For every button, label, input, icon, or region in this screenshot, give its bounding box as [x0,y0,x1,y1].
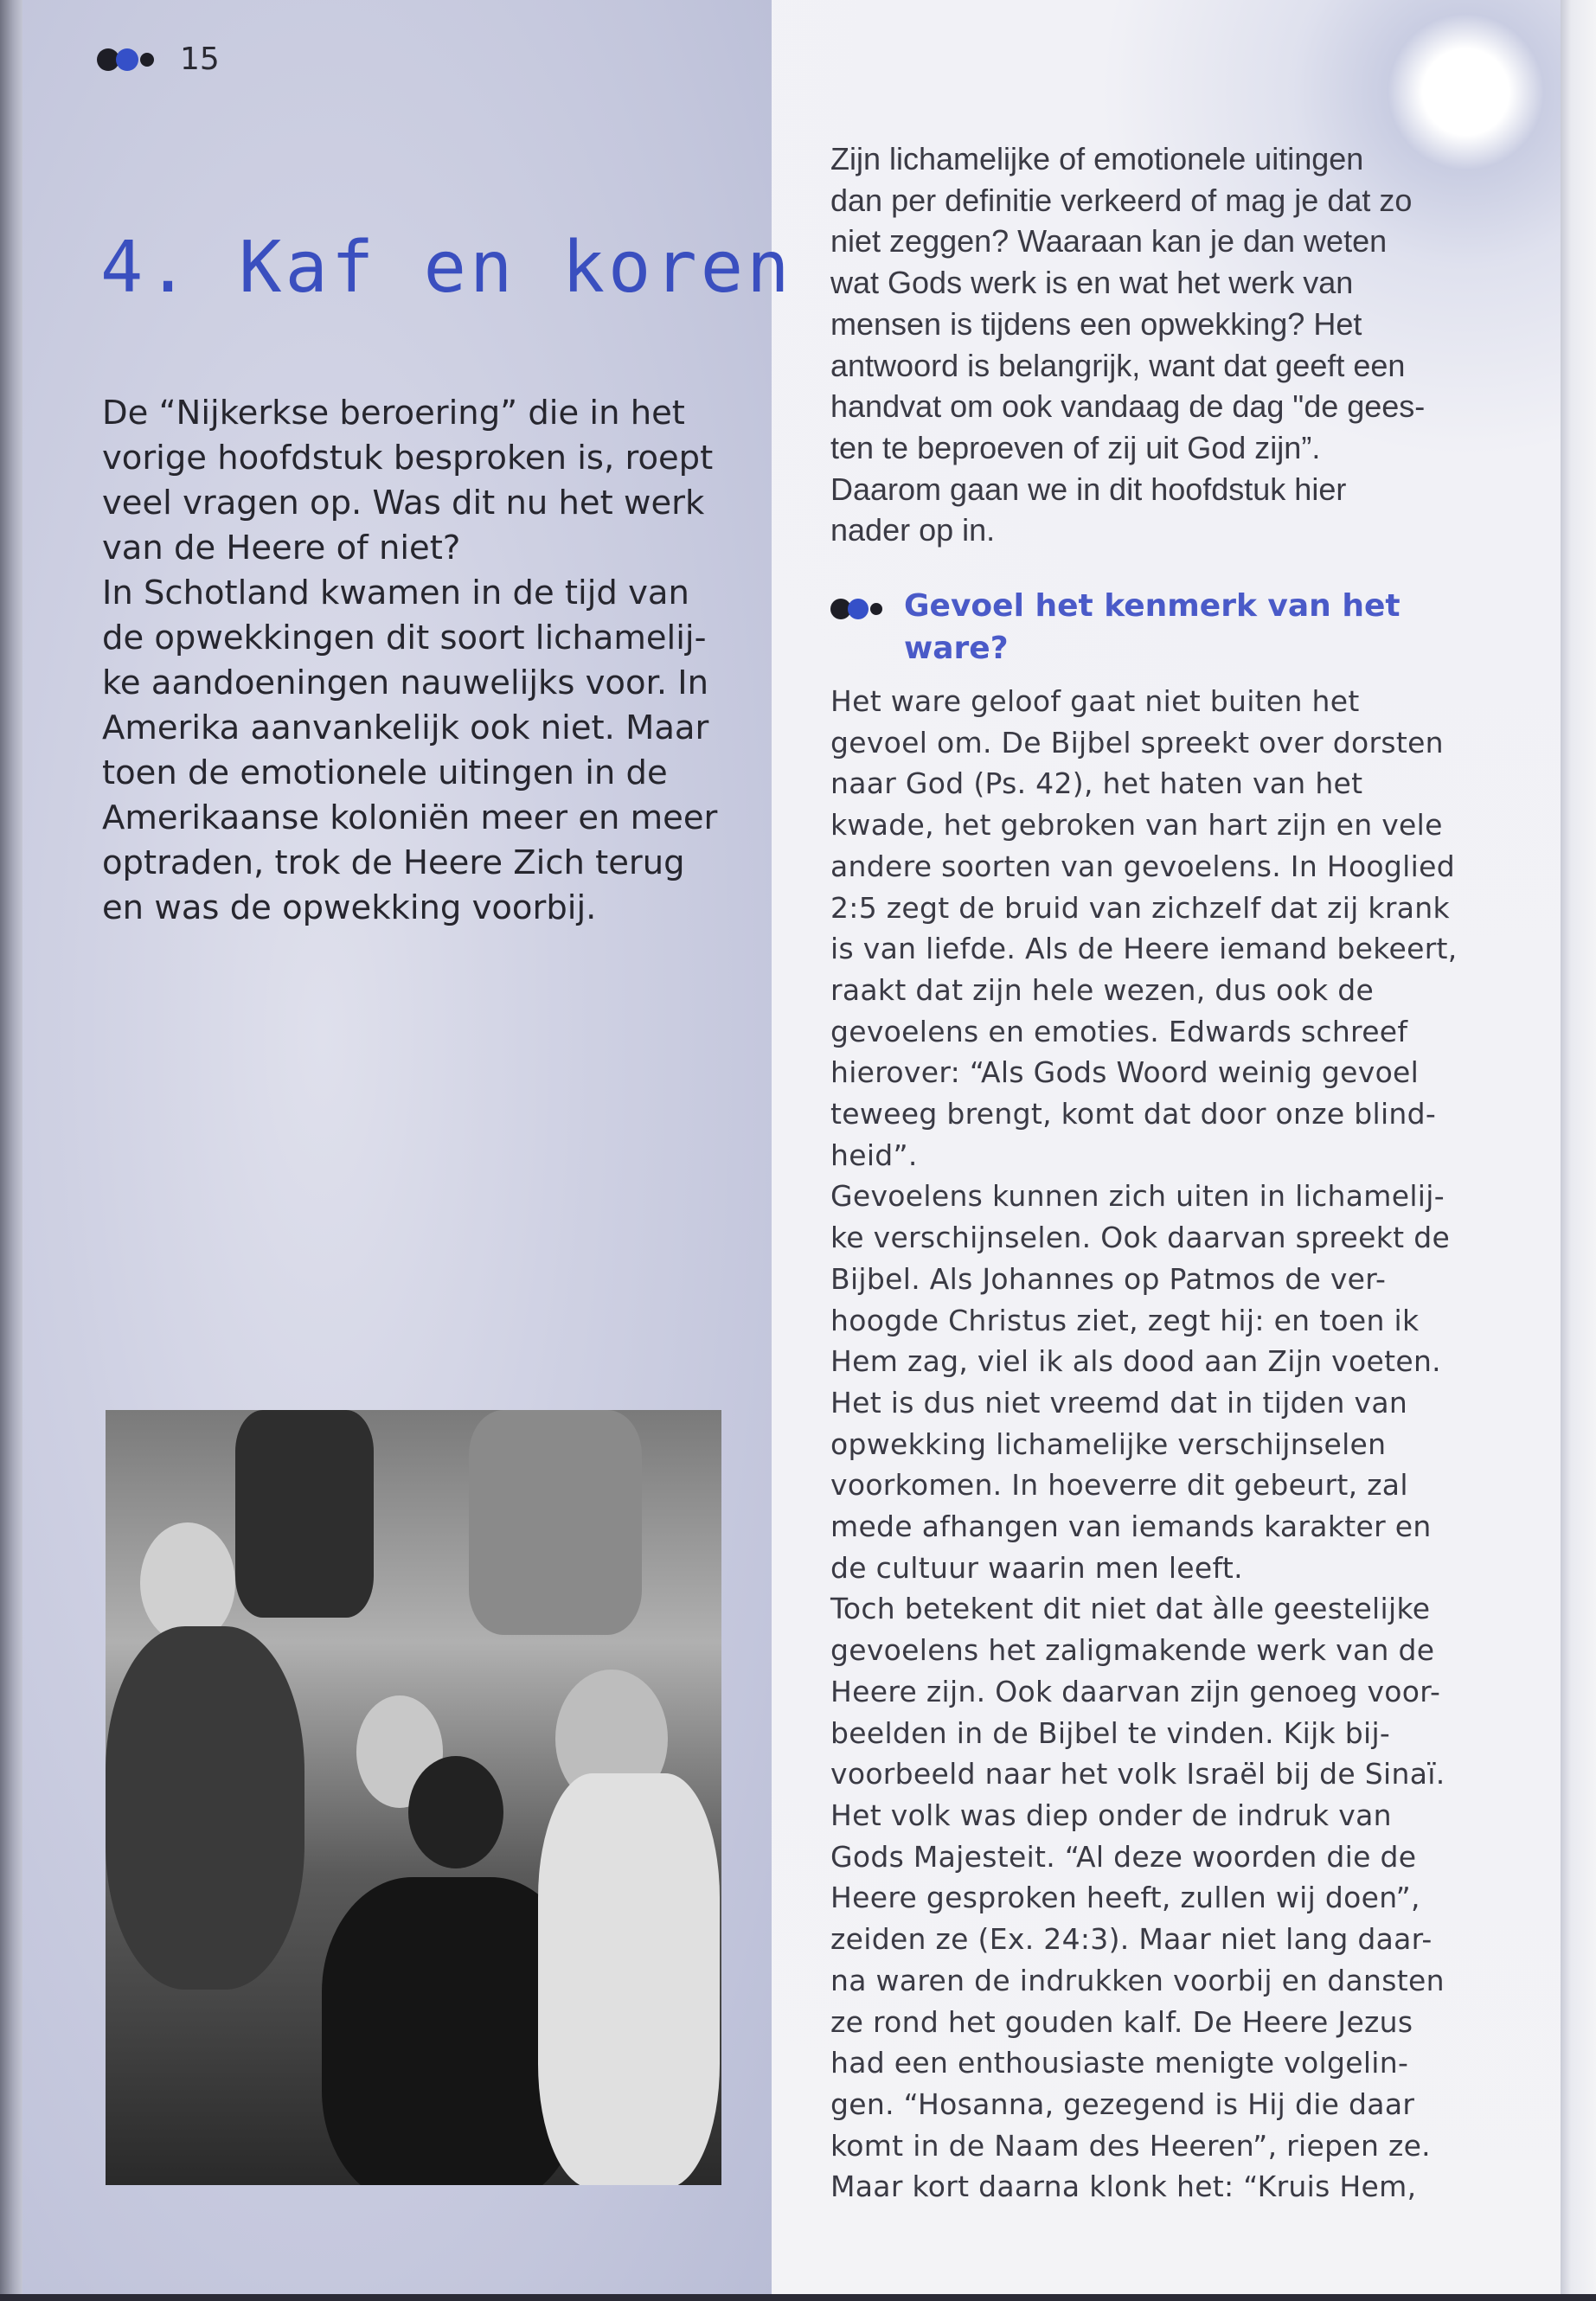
text-line: Bijbel. Als Johannes op Patmos de ver- [830,1261,1387,1296]
text-line: Zijn lichamelijke of emotionele uitingen [830,141,1364,176]
page-number-bullets-icon [97,48,154,71]
book-spine-edge [0,0,22,2301]
text-line: had een enthousiaste menigte volgelin- [830,2046,1409,2080]
text-line: optraden, trok de Heere Zich terug [102,843,685,882]
text-line: ke aandoeningen nauwelijks voor. In [102,663,709,702]
text-line: andere soorten van gevoelens. In Hooglied [830,849,1455,883]
text-line: Heere gesproken heeft, zullen wij doen”, [830,1881,1420,1915]
text-line: ten te beproeven of zij uit God zijn”. [830,429,1321,465]
text-line: beelden in de Bijbel te vinden. Kijk bij- [830,1715,1391,1750]
text-line: mede afhangen van iemands karakter en [830,1509,1432,1544]
text-line: Gevoelens kunnen zich uiten in lichamelij- [830,1179,1445,1214]
text-line: van de Heere of niet? [102,529,461,567]
text-line: gevoel om. De Bijbel spreekt over dorsten [830,725,1444,760]
text-line: Gods Majesteit. “Al deze woorden die de [830,1839,1417,1874]
text-line: de opwekkingen dit soort lichamelij- [102,619,707,657]
body-text [830,681,1458,2208]
text-line: voorkomen. In hoeverre dit gebeurt, zal [830,1468,1408,1503]
text-line: antwoord is belangrijk, want dat geeft een [830,347,1406,383]
crowd-photo [106,1410,721,2185]
text-line: handvat om ook vandaag de dag "de gees- [830,388,1426,425]
text-line: Gevoel het kenmerk van het [904,588,1401,624]
page-bottom-edge [0,2294,1596,2301]
adjacent-page-edge [1561,0,1596,2301]
text-line: kwade, het gebroken van hart zijn en vele [830,808,1443,843]
text-line: nader op in. [830,512,996,548]
text-line: Het volk was diep onder de indruk van [830,1798,1392,1832]
text-line: ware? [904,631,1009,666]
text-line: hierover: “Als Gods Woord weinig gevoel [830,1055,1420,1090]
text-line: heid”. [830,1138,918,1172]
text-line: ke verschijnselen. Ook daarvan spreekt de [830,1221,1451,1255]
text-line: voorbeeld naar het volk Israël bij de Sinaï. [830,1757,1445,1791]
text-line: De “Nijkerkse beroering” die in het [102,394,685,433]
text-line: Amerika aanvankelijk ook niet. Maar [102,708,709,747]
text-line: teweeg brengt, komt dat door onze blind- [830,1097,1437,1131]
text-line: naar God (Ps. 42), het haten van het [830,766,1363,801]
text-line: In Schotland kwamen in de tijd van [102,574,689,612]
text-line: de cultuur waarin men leeft. [830,1550,1243,1585]
text-line: gevoelens en emoties. Edwards schreef [830,1014,1408,1048]
text-line: vorige hoofdstuk besproken is, roept [102,439,714,478]
text-line: Daarom gaan we in dit hoofdstuk hier [830,471,1347,507]
text-line: is van liefde. Als de Heere iemand bekeert, [830,932,1458,966]
text-line: gevoelens het zaligmakende werk van de [830,1633,1435,1668]
text-line: Het is dus niet vreemd dat in tijden van [830,1385,1408,1420]
text-line: Toch betekent dit niet dat àlle geestelijke [830,1592,1431,1626]
page-number: 15 [180,42,220,77]
section-heading [904,585,1401,670]
text-line: na waren de indrukken voorbij en dansten [830,1963,1445,1997]
chapter-title: 4. Kaf en koren [100,227,793,309]
text-line: dan per definitie verkeerd of mag je dat zo [830,182,1413,218]
text-line: veel vragen op. Was dit nu het werk [102,484,705,522]
text-line: Amerikaanse koloniën meer en meer [102,798,718,837]
text-line: niet zeggen? Waaraan kan je dan weten [830,223,1388,260]
text-line: ze rond het gouden kalf. De Heere Jezus [830,2004,1413,2039]
text-line: mensen is tijdens een opwekking? Het [830,305,1362,342]
left-column-text [102,391,717,931]
text-line: 2:5 zegt de bruid van zichzelf dat zij krank [830,890,1450,925]
text-line: wat Gods werk is en wat het werk van [830,265,1354,301]
text-line: komt in de Naam des Heeren”, riepen ze. [830,2128,1431,2163]
text-line: zeiden ze (Ex. 24:3). Maar niet lang daar- [830,1922,1433,1957]
text-line: Hem zag, viel ik als dood aan Zijn voeten. [830,1344,1441,1379]
section-bullets-icon [830,599,882,619]
text-line: Het ware geloof gaat niet buiten het [830,684,1360,718]
text-line: en was de opwekking voorbij. [102,888,597,927]
intro-paragraph [830,138,1425,551]
text-line: Heere zijn. Ook daarvan zijn genoeg voor- [830,1674,1441,1708]
text-line: Maar kort daarna klonk het: “Kruis Hem, [830,2170,1417,2204]
text-line: gen. “Hosanna, gezegend is Hij die daar [830,2086,1415,2121]
text-line: toen de emotionele uitingen in de [102,753,668,792]
text-line: hoogde Christus ziet, zegt hij: en toen ik [830,1303,1420,1337]
text-line: raakt dat zijn hele wezen, dus ook de [830,972,1375,1007]
text-line: opwekking lichamelijke verschijnselen [830,1426,1387,1461]
